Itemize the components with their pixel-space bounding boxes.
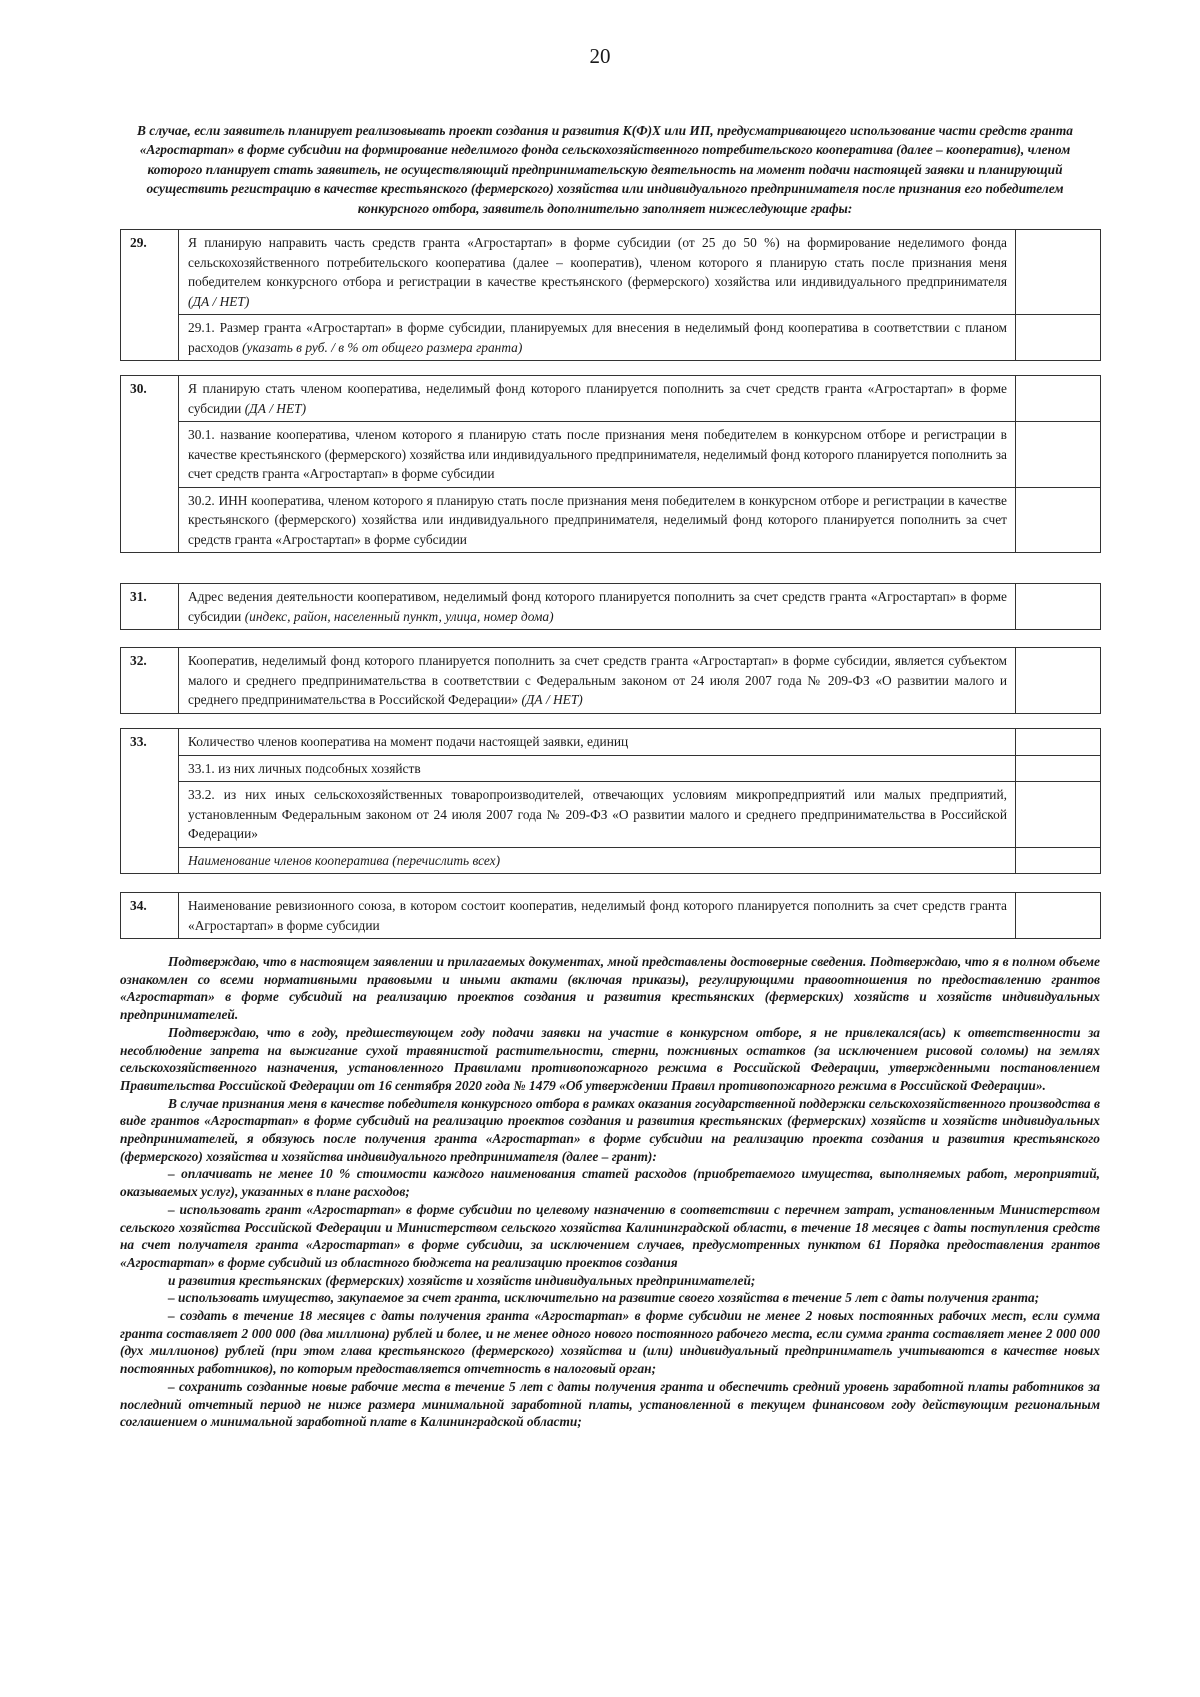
section-number: 31. [121,584,179,630]
section-number: 32. [121,648,179,714]
page-number: 20 [589,44,611,68]
table-row [121,584,1101,630]
section-31-table [120,583,1101,630]
answer-cell[interactable] [1016,315,1101,361]
answer-cell[interactable] [1016,584,1101,630]
answer-hint: (ДА / НЕТ) [188,293,250,309]
table-row [121,782,1101,848]
question-main: Кооператив, неделимый фонд которого планируется пополнить за счет средств гранта «Агростартап» в форме субсидии, является субъектом малого и среднего предпринимательства в соответствии с Федеральным законом от 24 июля 2007 года № 209-ФЗ «О развитии малого и среднего предпринимательства в Российской Федерации» [188,653,1007,707]
answer-cell[interactable] [1016,422,1101,488]
question-main: Наименование ревизионного союза, в котором состоит кооператив, неделимый фонд которого планируется пополнить за счет средств гранта «Агростартап» в форме субсидии [179,893,1016,939]
table-row [121,487,1101,553]
question-main: Я планирую направить часть средств гранта «Агростартап» в форме субсидии (от 25 до 50 %) на формирование неделимого фонда сельскохозяйственного потребительского кооператива (далее – кооператив), членом которого я планирую стать после признания меня победителем конкурсного отбора и регистрации в качестве крестьянского (фермерского) хозяйства или индивидуального предпринимателя [188,235,1007,289]
answer-cell[interactable] [1016,847,1101,874]
declaration-paragraph: – использовать грант «Агростартап» в форме субсидии по целевому назначению в соответствии с перечнем затрат, установленным Министерством сельского хозяйства Российской Федерации и Министерством сельского хозяйства Калининградской области, в течение 18 месяцев с даты поступления средств на счет получателя гранта «Агростартап» в форме субсидии, за исключением случаев, предусмотренных пунктом 61 Порядка предоставления грантов «Агростартап» в форме субсидий из областного бюджета на реализацию проектов создания [120,1201,1100,1270]
table-row [121,893,1101,939]
question-main: Количество членов кооператива на момент подачи настоящей заявки, единиц [179,729,1016,756]
declaration-paragraph: – создать в течение 18 месяцев с даты получения гранта «Агростартап» в форме субсидии не менее 2 новых постоянных рабочих мест, если сумма гранта составляет 2 000 000 (два миллиона) рублей и более, и не менее одного нового постоянного рабочего места, если сумма гранта составляет менее 2 000 000 (дух миллионов) рублей (при этом глава крестьянского (фермерского) хозяйства и (или) индивидуальный предприниматель учитываются в качестве новых постоянных работников), по которым предоставляется отчетность в налоговый орган; [120,1308,1100,1377]
question-main: Я планирую стать членом кооператива, неделимый фонд которого планируется пополнить за счет средств гранта «Агростартап» в форме субсидии [188,381,1007,416]
table-row [121,847,1101,874]
declaration-paragraph: – оплачивать не менее 10 % стоимости каждого наименования статей расходов (приобретаемого имущества, выполняемых работ, мероприятий, оказываемых услуг), указанных в плане расходов; [120,1166,1100,1200]
declaration-paragraph: Подтверждаю, что в настоящем заявлении и прилагаемых документах, мной представлены достоверные сведения. Подтверждаю, что я в полном объеме ознакомлен со всеми нормативными правовыми и иными актами (включая приказы), регулирующими правоотношения по предоставлению грантов «Агростартап» в форме субсидий на реализацию проектов создания и развития крестьянских (фермерских) хозяйств и хозяйств индивидуальных предпринимателей. [120,954,1100,1023]
section-number: 33. [121,729,179,874]
declaration-paragraph: – использовать имущество, закупаемое за счет гранта, исключительно на развитие своего хозяйства в течение 5 лет с даты получения гранта; [168,1290,1040,1306]
declaration-paragraph: В случае признания меня в качестве победителя конкурсного отбора в рамках оказания государственной поддержки сельскохозяйственного производства в виде грантов «Агростартап» в форме субсидий на реализацию проектов создания и развития крестьянских (фермерских) хозяйств и хозяйств индивидуальных предпринимателей, я обязуюсь после получения гранта «Агростартап» в форме субсидии на реализацию проекта создания и развития крестьянского (фермерского) хозяйства и хозяйства индивидуального предпринимателя (далее – грант): [120,1095,1100,1164]
answer-cell[interactable] [1016,893,1101,939]
section-number: 30. [121,376,179,553]
question-sub: 33.1. из них личных подсобных хозяйств [179,755,1016,782]
question-main: Адрес ведения деятельности кооперативом, неделимый фонд которого планируется пополнить за счет средств гранта «Агростартап» в форме субсидии [188,589,1007,624]
section-32-table [120,647,1101,714]
section-29-table [120,229,1101,361]
answer-hint: (индекс, район, населенный пункт, улица, номер дома) [244,608,554,624]
table-row [121,648,1101,714]
question-text [179,584,1016,630]
question-sub: 30.2. ИНН кооператива, членом которого я планирую стать после признания меня победителем в конкурсном отборе и регистрации в качестве крестьянского (фермерского) хозяйства или индивидуального предпринимателя, неделимый фонд которого планируется пополнить за счет средств гранта «Агростартап» в форме субсидии [179,487,1016,553]
declaration-paragraph: – сохранить созданные новые рабочие места в течение 5 лет с даты получения гранта и обеспечить средний уровень заработной платы работников за последний отчетный период не ниже размера минимальной заработной платы, установленной в текущем финансовом году действующим региональным соглашением о минимальной заработной плате в Калининградской области; [120,1378,1100,1430]
question-text [179,315,1016,361]
answer-cell[interactable] [1016,755,1101,782]
answer-hint: (ДА / НЕТ) [521,692,583,707]
section-number: 34. [121,893,179,939]
answer-cell[interactable] [1016,648,1101,714]
table-row [121,376,1101,422]
question-sub: 33.2. из них иных сельскохозяйственных товаропроизводителей, отвечающих условиям микропредприятий или малых предприятий, установленным Федеральным законом от 24 июля 2007 года № 209-ФЗ «О развитии малого и среднего предпринимательства в Российской Федерации» [179,782,1016,848]
declaration-paragraph: Подтверждаю, что в году, предшествующем году подачи заявки на участие в конкурсном отборе, я не привлекался(ась) к ответственности за несоблюдение запрета на выжигание сухой травянистой растительности, стерни, пожнивных остатков (за исключением рисовой соломы) на землях сельскохозяйственного назначения, установленного Правилами противопожарного режима в Российской Федерации, утвержденными постановлением Правительства Российской Федерации от 16 сентября 2020 года № 1479 «Об утверждении Правил противопожарного режима в Российской Федерации». [120,1024,1100,1093]
question-text [179,648,1016,714]
table-row [121,422,1101,488]
table-row [121,230,1101,315]
section-number: 29. [121,230,179,361]
answer-cell[interactable] [1016,782,1101,848]
answer-cell[interactable] [1016,230,1101,315]
table-row [121,315,1101,361]
question-text [179,230,1016,315]
table-row [121,755,1101,782]
answer-hint: (ДА / НЕТ) [244,400,307,416]
intro-paragraph: В случае, если заявитель планирует реализовывать проект создания и развития К(Ф)Х или ИП, предусматривающего использование части средств гранта «Агростартап» в форме субсидии на формирование неделимого фонда сельскохозяйственного потребительского кооператива (далее – кооператив), членом которого планирует стать заявитель, не осуществляющий предпринимательскую деятельность на момент подачи настоящей заявки и планирующий осуществить регистрацию в качестве крестьянского (фермерского) хозяйства или индивидуального предпринимателя после признания его победителем конкурсного отбора, заявитель дополнительно заполняет нижеследующие графы: [137,123,1073,216]
question-text [179,376,1016,422]
answer-hint: (указать в руб. / в % от общего размера гранта) [242,339,523,355]
answer-cell[interactable] [1016,487,1101,553]
question-sub: Наименование членов кооператива (перечислить всех) [179,847,1016,874]
question-sub: 29.1. Размер гранта «Агростартап» в форме субсидии, планируемых для внесения в неделимый фонд кооператива в соответствии с планом расходов [188,320,1007,355]
declaration-paragraph: и развития крестьянских (фермерских) хозяйств и хозяйств индивидуальных предпринимателей; [168,1272,756,1288]
answer-cell[interactable] [1016,376,1101,422]
declaration-text [120,953,1100,1431]
section-33-table [120,728,1101,874]
table-row [121,729,1101,756]
section-30-table [120,375,1101,553]
answer-cell[interactable] [1016,729,1101,756]
question-sub: 30.1. название кооператива, членом которого я планирую стать после признания меня победителем в конкурсном отборе и регистрации в качестве крестьянского (фермерского) хозяйства или индивидуального предпринимателя, неделимый фонд которого планируется пополнить за счет средств гранта «Агростартап» в форме субсидии [179,422,1016,488]
section-34-table [120,892,1101,939]
